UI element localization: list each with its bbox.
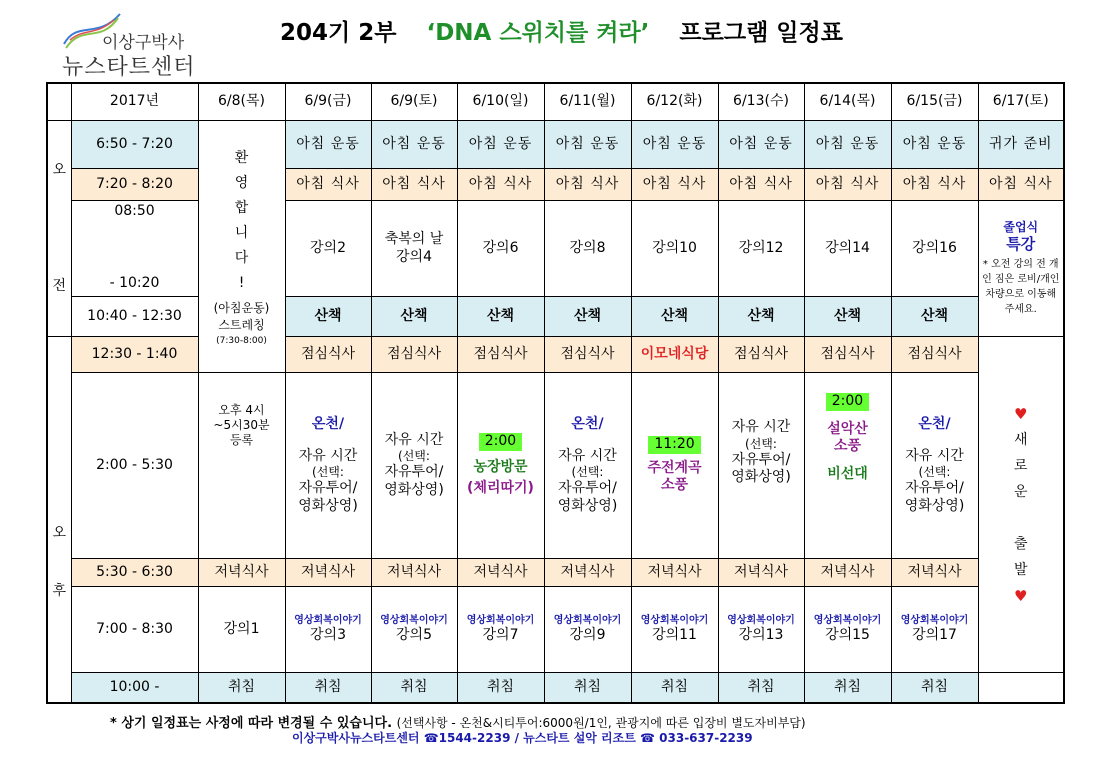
schedule-cell — [285, 587, 371, 673]
welcome-char: 니 — [234, 224, 249, 241]
farm-visit: 농장방문 — [473, 458, 528, 475]
video-story-label: 영상회복이야기 — [640, 614, 709, 626]
time-start: 08:50 — [114, 203, 155, 219]
tour-label: 자유투어/ — [905, 480, 964, 496]
schedule-cell: 아침 식사 — [544, 169, 631, 201]
schedule-cell: 저녁식사 — [198, 559, 285, 587]
header-day: 6/13(수) — [718, 83, 804, 121]
movie-label: 영화상영) — [384, 481, 444, 498]
time-cell: 5:30 - 6:30 — [71, 559, 198, 587]
schedule-cell: 아침 운동 — [631, 121, 718, 169]
welcome-char: 영 — [234, 174, 249, 191]
row-evening — [47, 587, 1064, 673]
schedule-cell: 산책 — [891, 297, 978, 337]
lecture-name: 강의9 — [569, 627, 606, 643]
video-story-label: 영상회복이야기 — [553, 614, 622, 626]
header-row — [47, 83, 1064, 121]
lecture-name: 강의11 — [652, 627, 697, 643]
video-story-label: 영상회복이야기 — [466, 614, 535, 626]
movie-label: 영화상영) — [904, 497, 965, 514]
schedule-cell — [804, 373, 891, 559]
row-sleep — [47, 673, 1064, 703]
header-day: 6/15(금) — [891, 83, 978, 121]
tour-label: 자유투어/ — [298, 480, 358, 496]
schedule-cell: 취침 — [804, 673, 891, 703]
schedule-cell: 취침 — [198, 673, 285, 703]
blessing-day: 축복의 날 — [384, 231, 444, 247]
welcome-char: ! — [238, 274, 245, 291]
time-cell: 2:00 - 5:30 — [71, 373, 198, 559]
heart-icon: ♥ — [1014, 404, 1028, 423]
schedule-cell: 취침 — [285, 673, 371, 703]
row-dinner — [47, 559, 1064, 587]
welcome-cell — [198, 121, 285, 373]
choice-label: (선택: — [571, 465, 604, 479]
schedule-cell: 아침 식사 — [285, 169, 371, 201]
side-am-2: 전 — [52, 278, 67, 294]
schedule-cell — [631, 587, 718, 673]
schedule-cell: 산책 — [371, 297, 457, 337]
schedule-cell — [544, 373, 631, 559]
schedule-cell: 점심식사 — [457, 337, 544, 373]
choice-label: (선택: — [312, 465, 344, 479]
schedule-cell — [718, 373, 804, 559]
choice-label: (선택: — [745, 436, 777, 451]
video-story-label: 영상회복이야기 — [813, 614, 882, 626]
schedule-cell: 산책 — [718, 297, 804, 337]
header-day: 6/9(토) — [371, 83, 457, 121]
schedule-cell: 아침 운동 — [371, 121, 457, 169]
time-end: - 10:20 — [109, 274, 160, 291]
free-time: 자유 시간 — [731, 419, 791, 435]
schedule-cell: 산책 — [544, 297, 631, 337]
seoraksan-label: 설악산 — [827, 420, 868, 437]
lecture-name: 강의5 — [396, 627, 432, 643]
schedule-cell — [457, 373, 544, 559]
header-day: 6/12(화) — [631, 83, 718, 121]
page-title — [280, 14, 843, 47]
schedule-cell — [804, 587, 891, 673]
free-time: 자유 시간 — [905, 447, 964, 464]
schedule-cell: 아침 운동 — [804, 121, 891, 169]
schedule-cell — [544, 587, 631, 673]
graduation-note: * 오전 강의 전 개인 짐은 로비/개인차량으로 이동해주세요. — [982, 258, 1060, 315]
schedule-cell: 취침 — [457, 673, 544, 703]
side-pm-2: 후 — [52, 583, 67, 600]
footer-note-bold: * 상기 일정표는 사정에 따라 변경될 수 있습니다. — [110, 716, 393, 731]
schedule-cell: 아침 식사 — [631, 169, 718, 201]
video-story-label: 영상회복이야기 — [380, 614, 448, 626]
row-afternoon — [47, 373, 1064, 559]
restaurant-cell: 이모네식당 — [631, 337, 718, 373]
schedule-cell: 아침 식사 — [371, 169, 457, 201]
movie-label: 영화상영) — [557, 497, 618, 514]
side-label-pm — [47, 337, 71, 703]
new-start-char: 새 — [1013, 431, 1028, 448]
choice-label: (선택: — [398, 449, 430, 464]
schedule-cell: 아침 운동 — [285, 121, 371, 169]
schedule-cell: 강의14 — [804, 201, 891, 297]
graduation-title: 졸업식 — [1003, 220, 1039, 235]
logo-top-text: 이상구박사 — [102, 33, 185, 53]
onsen-label: 온천/ — [571, 416, 604, 432]
title-part3: 프로그램 일정표 — [679, 20, 843, 46]
schedule-cell: 강의2 — [285, 201, 371, 297]
registration-cell — [198, 373, 285, 559]
new-start-char: 출 — [1013, 535, 1028, 552]
movie-label: 영화상영) — [731, 469, 791, 485]
cherry-picking: (체리따기) — [467, 480, 534, 497]
title-part1: 204기 2부 — [280, 20, 397, 46]
tour-label: 자유투어/ — [384, 464, 444, 481]
time-cell: 6:50 - 7:20 — [71, 121, 198, 169]
new-start-char: 로 — [1013, 457, 1028, 474]
onsen-label: 온천/ — [311, 416, 345, 432]
schedule-cell: 산책 — [457, 297, 544, 337]
new-start-spacer — [979, 505, 1064, 531]
video-story-label: 영상회복이야기 — [294, 614, 362, 626]
onsen-label: 온천/ — [918, 416, 951, 432]
schedule-cell: 취침 — [718, 673, 804, 703]
side-pm-1: 오 — [52, 525, 67, 542]
time-cell — [71, 201, 198, 297]
header-day: 6/11(월) — [544, 83, 631, 121]
schedule-cell: 저녁식사 — [544, 559, 631, 587]
schedule-table — [46, 82, 1065, 704]
registration-label: 등록 — [229, 433, 254, 447]
schedule-cell — [891, 587, 978, 673]
schedule-cell — [718, 587, 804, 673]
schedule-cell: 아침 운동 — [891, 121, 978, 169]
tour-label: 자유투어/ — [558, 480, 617, 496]
schedule-cell: 아침 운동 — [544, 121, 631, 169]
schedule-cell: 점심식사 — [804, 337, 891, 373]
schedule-cell: 취침 — [631, 673, 718, 703]
time-badge: 2:00 — [479, 433, 522, 451]
tour-label: 자유투어/ — [731, 451, 791, 468]
schedule-cell — [371, 587, 457, 673]
time-badge: 2:00 — [826, 393, 869, 411]
schedule-cell — [891, 373, 978, 559]
row-morning-exercise — [47, 121, 1064, 169]
schedule-cell: 산책 — [631, 297, 718, 337]
schedule-cell: 귀가 준비 — [978, 121, 1064, 169]
schedule-cell: 강의6 — [457, 201, 544, 297]
schedule-cell: 저녁식사 — [891, 559, 978, 587]
schedule-cell: 강의16 — [891, 201, 978, 297]
schedule-cell: 취침 — [544, 673, 631, 703]
registration-range: ~5시30분 — [213, 418, 270, 432]
lecture-name: 강의4 — [396, 248, 432, 265]
time-cell: 10:40 - 12:30 — [71, 297, 198, 337]
lecture-name: 강의15 — [825, 627, 870, 643]
special-lecture: 특강 — [1006, 235, 1036, 254]
logo — [58, 4, 258, 80]
schedule-cell: 아침 식사 — [891, 169, 978, 201]
schedule-cell — [371, 201, 457, 297]
schedule-cell: 점심식사 — [544, 337, 631, 373]
picnic-label: 소풍 — [660, 477, 689, 494]
welcome-sub-a: (아침운동) — [213, 300, 270, 315]
schedule-cell — [371, 373, 457, 559]
schedule-cell: 산책 — [285, 297, 371, 337]
time-cell: 7:20 - 8:20 — [71, 169, 198, 201]
graduation-cell — [978, 201, 1064, 337]
heart-icon: ♥ — [1014, 586, 1028, 605]
schedule-cell: 저녁식사 — [631, 559, 718, 587]
schedule-cell: 저녁식사 — [371, 559, 457, 587]
schedule-cell: 점심식사 — [718, 337, 804, 373]
schedule-cell: 아침 식사 — [804, 169, 891, 201]
free-time: 자유 시간 — [558, 447, 617, 464]
empty-cell — [978, 673, 1064, 703]
lecture-name: 강의3 — [310, 627, 346, 643]
header-corner — [47, 83, 71, 121]
welcome-char: 합 — [234, 199, 249, 216]
schedule-cell: 저녁식사 — [718, 559, 804, 587]
new-start-cell — [978, 337, 1064, 673]
picnic-label: 소풍 — [833, 438, 862, 454]
schedule-cell: 강의1 — [198, 587, 285, 673]
time-badge: 11:20 — [648, 436, 700, 454]
header-day: 6/8(목) — [198, 83, 285, 121]
schedule-cell: 점심식사 — [285, 337, 371, 373]
header-year: 2017년 — [71, 83, 198, 121]
footer-note-normal: (선택사항 - 온천&시티투어:6000원/1인, 관광지에 따른 입장비 별도자비부담) — [396, 716, 806, 730]
schedule-cell: 저녁식사 — [285, 559, 371, 587]
schedule-cell: 산책 — [804, 297, 891, 337]
schedule-cell — [457, 587, 544, 673]
schedule-cell: 저녁식사 — [804, 559, 891, 587]
valley-label: 주전계곡 — [647, 459, 702, 476]
choice-label: (선택: — [918, 465, 951, 479]
time-cell: 12:30 - 1:40 — [71, 337, 198, 373]
biseondae-label: 비선대 — [827, 465, 868, 482]
schedule-cell — [631, 373, 718, 559]
video-story-label: 영상회복이야기 — [727, 614, 795, 626]
header-day: 6/10(일) — [457, 83, 544, 121]
schedule-cell: 점심식사 — [891, 337, 978, 373]
new-start-char: 발 — [1013, 561, 1028, 578]
free-time: 자유 시간 — [384, 431, 444, 448]
free-time: 자유 시간 — [298, 447, 358, 464]
lecture-name: 강의13 — [738, 627, 784, 643]
footer-contact: 이상구박사뉴스타트센터 ☎1544-2239 / 뉴스타트 설악 리조트 ☎ 033-637-2239 — [292, 731, 753, 745]
video-story-label: 영상회복이야기 — [900, 614, 969, 626]
schedule-cell — [285, 373, 371, 559]
time-cell: 7:00 - 8:30 — [71, 587, 198, 673]
schedule-cell: 아침 식사 — [978, 169, 1064, 201]
schedule-cell: 아침 운동 — [457, 121, 544, 169]
header-day: 6/9(금) — [285, 83, 371, 121]
welcome-sub-c: (7:30-8:00) — [216, 335, 267, 346]
side-am-1: 오 — [52, 162, 67, 178]
welcome-sub-b: 스트레칭 — [218, 317, 265, 332]
welcome-char: 환 — [234, 149, 249, 166]
logo-bottom-text: 뉴스타트센터 — [62, 55, 196, 80]
schedule-cell: 취침 — [371, 673, 457, 703]
lecture-name: 강의17 — [912, 627, 957, 643]
schedule-cell: 취침 — [891, 673, 978, 703]
schedule-cell: 점심식사 — [371, 337, 457, 373]
time-cell: 10:00 - — [71, 673, 198, 703]
schedule-cell: 강의8 — [544, 201, 631, 297]
side-label-am — [47, 121, 71, 337]
schedule-cell: 강의10 — [631, 201, 718, 297]
lecture-name: 강의7 — [482, 627, 519, 643]
new-start-char: 운 — [1013, 483, 1028, 500]
registration-time: 오후 4시 — [218, 403, 265, 417]
welcome-char: 다 — [234, 249, 249, 266]
schedule-cell: 아침 식사 — [718, 169, 804, 201]
schedule-cell: 아침 운동 — [718, 121, 804, 169]
header-day: 6/17(토) — [978, 83, 1064, 121]
header-day: 6/14(목) — [804, 83, 891, 121]
title-part2: ‘DNA 스위치를 켜라’ — [426, 20, 650, 46]
schedule-cell: 강의12 — [718, 201, 804, 297]
movie-label: 영화상영) — [298, 497, 358, 514]
schedule-cell: 저녁식사 — [457, 559, 544, 587]
schedule-cell: 아침 식사 — [457, 169, 544, 201]
